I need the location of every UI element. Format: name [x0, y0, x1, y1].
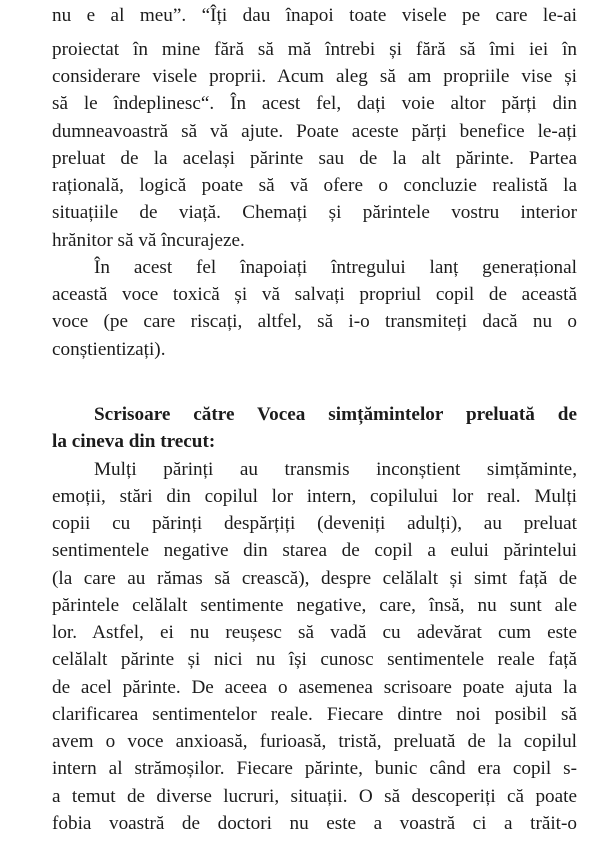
paragraph-1-line-7: rațională, logică poate să vă ofere o concluzie realistă la — [52, 175, 577, 196]
paragraph-2-line-4: conștientizați). — [52, 339, 166, 360]
body-line-10: clarificarea sentimentelor reale. Fiecare dintre noi posibil să — [52, 704, 577, 725]
section-heading-line-1: Scrisoare către Vocea simțămintelor preluată de — [94, 404, 577, 425]
body-line-1: Mulți părinți au transmis inconștient simțăminte, — [94, 459, 577, 480]
paragraph-2-line-2: această voce toxică și vă salvați propriul copil de această — [52, 284, 577, 305]
body-line-7: lor. Astfel, ei nu reușesc să vadă cu adevărat cum este — [52, 622, 577, 643]
paragraph-1-line-2: proiectat în mine fără să mă întrebi și fără să îmi iei în — [52, 39, 577, 60]
paragraph-2-line-1: În acest fel înapoiați întregului lanț generațional — [94, 257, 577, 278]
paragraph-1-line-8: situațiile de viață. Chemați și părintele vostru interior — [52, 202, 577, 223]
body-line-5: (la care au rămas să crească), despre celălalt și simt față de — [52, 568, 577, 589]
body-line-9: de acel părinte. De aceea o asemenea scrisoare poate ajuta la — [52, 677, 577, 698]
paragraph-1-line-9: hrănitor să vă încurajeze. — [52, 230, 245, 251]
paragraph-1-line-6: preluat de la același părinte sau de la alt părinte. Partea — [52, 148, 577, 169]
paragraph-1-line-5: dumneavoastră să vă ajute. Poate aceste părți benefice le-ați — [52, 121, 577, 142]
paragraph-1-line-4: să le îndeplinesc“. În acest fel, dați voie altor părți din — [52, 93, 577, 114]
body-line-3: copii cu părinți despărțiți (deveniți adulți), au preluat — [52, 513, 577, 534]
body-line-11: avem o voce anxioasă, furioasă, tristă, preluată de la copilul — [52, 731, 577, 752]
body-line-12: intern al strămoșilor. Fiecare părinte, bunic când era copil s- — [52, 758, 577, 779]
body-line-8: celălalt părinte și nici nu își cunosc sentimentele reale față — [52, 649, 577, 670]
body-line-13: a temut de diverse lucruri, situații. O să descoperiți că poate — [52, 786, 577, 807]
section-heading-line-2: la cineva din trecut: — [52, 431, 216, 452]
body-line-14: fobia voastră de doctori nu este a voastră ci a trăit-o — [52, 813, 577, 834]
body-line-2: emoții, stări din copilul lor intern, copilului lor real. Mulți — [52, 486, 577, 507]
paragraph-1-line-3: considerare visele proprii. Acum aleg să am propriile vise și — [52, 66, 577, 87]
paragraph-2-line-3: voce (pe care riscați, altfel, să i-o transmiteți dacă nu o — [52, 311, 577, 332]
paragraph-1-line-1: nu e al meu”. “Îți dau înapoi toate visele pe care le-ai — [52, 5, 577, 26]
body-line-6: părintele celălalt sentimente negative, care, însă, nu sunt ale — [52, 595, 577, 616]
body-line-4: sentimentele negative din starea de copil a eului părintelui — [52, 540, 577, 561]
